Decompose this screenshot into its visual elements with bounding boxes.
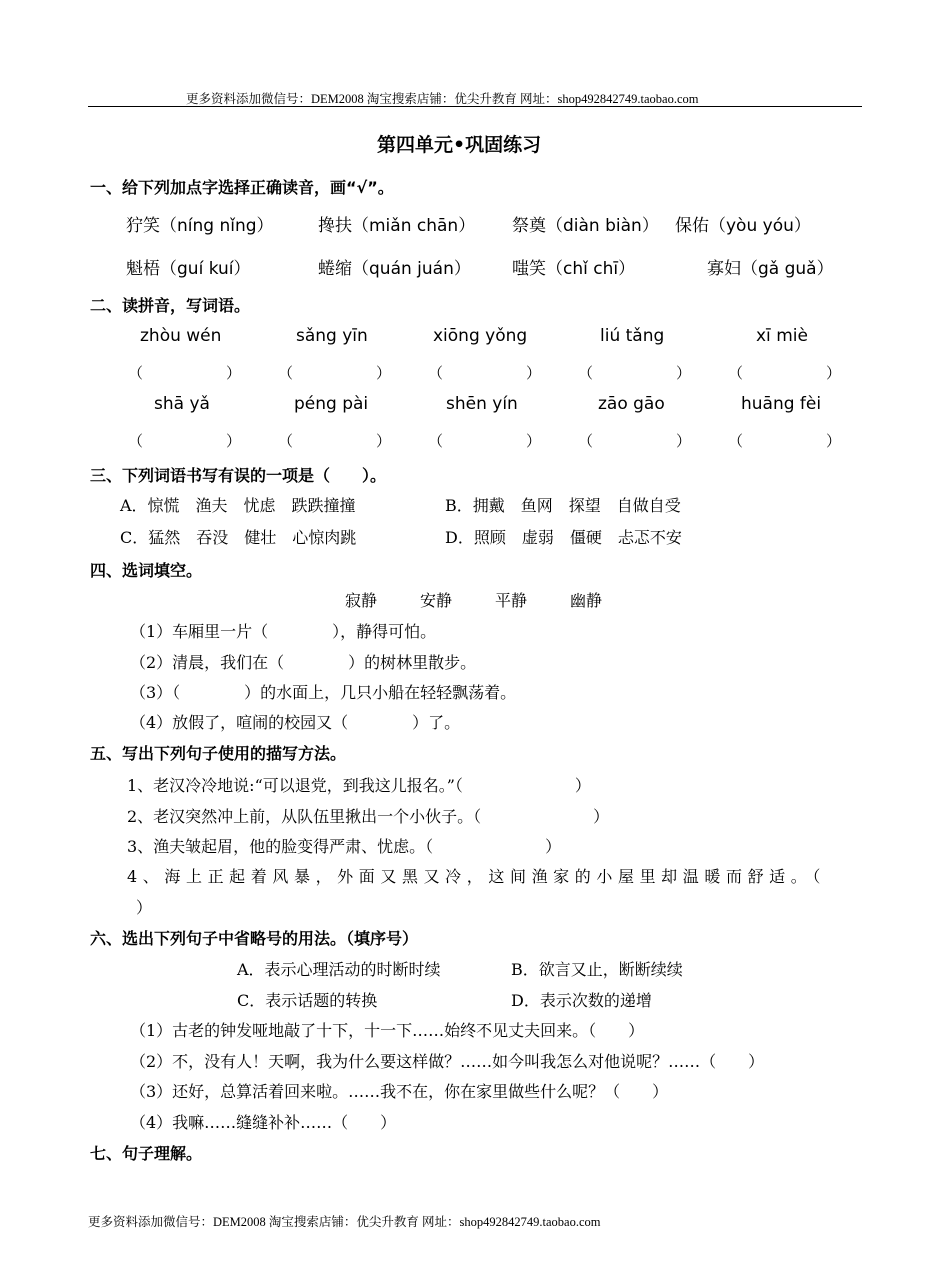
answer-blank-open: （ xyxy=(728,364,744,382)
section-1-heading: 一、给下列加点字选择正确读音，画“√”。 xyxy=(90,178,394,197)
answer-blank-close: ） xyxy=(226,432,242,450)
page-footer: 更多资料添加微信号：DEM2008 淘宝搜索店铺：优尖升教育 网址：shop492842749.taobao.com xyxy=(88,1215,601,1229)
pinyin-choice: 保佑（yòu yóu） xyxy=(675,216,811,236)
section-5-heading: 五、写出下列句子使用的描写方法。 xyxy=(90,744,347,763)
answer-blank-close: ） xyxy=(526,432,542,450)
answer-blank-open: （ xyxy=(578,364,594,382)
section-6-heading: 六、选出下列句子中省略号的用法。（填序号） xyxy=(90,929,419,948)
answer-blank-open: （ xyxy=(128,364,144,382)
answer-blank-open: （ xyxy=(428,364,444,382)
page-header: 更多资料添加微信号：DEM2008 淘宝搜索店铺：优尖升教育 网址：shop492842749.taobao.com xyxy=(186,92,699,106)
option-b: B．拥戴 鱼网 探望 自做自受 xyxy=(445,496,681,515)
pinyin-choice: 祭奠（diàn biàn） xyxy=(512,216,659,236)
fill-question: （3）（ ）的水面上，几只小船在轻轻飘荡着。 xyxy=(130,683,517,702)
ellipsis-question: （2）不，没有人！天啊，我为什么要这样做？……如今叫我怎么对他说呢？……（ ） xyxy=(130,1052,765,1071)
word-choice: 安静 xyxy=(420,591,453,610)
pinyin-choice: 嗤笑（chǐ chī） xyxy=(512,259,636,279)
pinyin-choice: 魁梧（guí kuí） xyxy=(126,259,251,279)
usage-option-a: A．表示心理活动的时断时续 xyxy=(237,960,441,979)
option-c: C．猛然 吞没 健壮 心惊肉跳 xyxy=(120,528,357,547)
word-choice: 平静 xyxy=(495,591,528,610)
pinyin-word: huāng fèi xyxy=(741,394,822,414)
ellipsis-question: （3）还好，总算活着回来啦。……我不在，你在家里做些什么呢？（ ） xyxy=(130,1082,669,1101)
fill-question: （1）车厢里一片（ ），静得可怕。 xyxy=(130,622,437,641)
word-choice: 幽静 xyxy=(570,591,603,610)
pinyin-word: shā yǎ xyxy=(154,394,210,414)
pinyin-word: péng pài xyxy=(294,394,369,414)
option-d: D．照顾 虚弱 僵硬 忐忑不安 xyxy=(445,528,682,547)
pinyin-word: zāo gāo xyxy=(598,394,665,414)
method-question-close: ） xyxy=(136,898,153,917)
pinyin-choice: 寡妇（gǎ guǎ） xyxy=(707,259,834,279)
header-rule xyxy=(88,106,862,107)
method-question: 4、海上正起着风暴，外面又黑又冷，这间渔家的小屋里却温暖而舒适。（ xyxy=(127,867,826,886)
answer-blank-close: ） xyxy=(676,364,692,382)
answer-blank-open: （ xyxy=(728,432,744,450)
pinyin-choice: 搀扶（miǎn chān） xyxy=(318,216,476,236)
pinyin-word: xiōng yǒng xyxy=(433,326,528,346)
answer-blank-close: ） xyxy=(376,432,392,450)
pinyin-word: sǎng yīn xyxy=(296,326,368,346)
pinyin-choice: 狞笑（níng nǐng） xyxy=(126,216,274,236)
answer-blank-open: （ xyxy=(278,364,294,382)
usage-option-b: B．欲言又止，断断续续 xyxy=(511,960,683,979)
pinyin-word: zhòu wén xyxy=(140,326,222,346)
usage-option-c: C．表示话题的转换 xyxy=(237,991,378,1010)
section-4-heading: 四、选词填空。 xyxy=(90,561,203,580)
method-question: 1、老汉冷冷地说:“可以退党，到我这儿报名。”（ ） xyxy=(127,776,591,795)
pinyin-choice: 蜷缩（quán juán） xyxy=(318,259,471,279)
page-title: 第四单元•巩固练习 xyxy=(377,134,542,156)
answer-blank-open: （ xyxy=(428,432,444,450)
ellipsis-question: （1）古老的钟发哑地敲了十下，十一下……始终不见丈夫回来。（ ） xyxy=(130,1021,645,1040)
answer-blank-close: ） xyxy=(376,364,392,382)
word-choice: 寂静 xyxy=(345,591,378,610)
method-question: 3、渔夫皱起眉，他的脸变得严肃、忧虑。（ ） xyxy=(127,837,562,856)
answer-blank-open: （ xyxy=(278,432,294,450)
answer-blank-close: ） xyxy=(226,364,242,382)
fill-question: （4）放假了，喧闹的校园又（ ）了。 xyxy=(130,713,461,732)
section-7-heading: 七、句子理解。 xyxy=(90,1144,203,1163)
answer-blank-close: ） xyxy=(826,364,842,382)
answer-blank-close: ） xyxy=(526,364,542,382)
usage-option-d: D．表示次数的递增 xyxy=(511,991,652,1010)
option-a: A．惊慌 渔夫 忧虑 跌跌撞撞 xyxy=(120,496,356,515)
section-2-heading: 二、读拼音，写词语。 xyxy=(90,296,251,315)
ellipsis-question: （4）我嘛……缝缝补补……（ ） xyxy=(130,1113,397,1132)
fill-question: （2）清晨，我们在（ ）的树林里散步。 xyxy=(130,653,477,672)
answer-blank-open: （ xyxy=(578,432,594,450)
answer-blank-close: ） xyxy=(676,432,692,450)
method-question: 2、老汉突然冲上前，从队伍里揪出一个小伙子。（ ） xyxy=(127,807,610,826)
answer-blank-open: （ xyxy=(128,432,144,450)
pinyin-word: xī miè xyxy=(756,326,808,346)
section-3-heading: 三、下列词语书写有误的一项是（ ）。 xyxy=(90,466,387,485)
pinyin-word: shēn yín xyxy=(446,394,518,414)
answer-blank-close: ） xyxy=(826,432,842,450)
pinyin-word: liú tǎng xyxy=(600,326,665,346)
